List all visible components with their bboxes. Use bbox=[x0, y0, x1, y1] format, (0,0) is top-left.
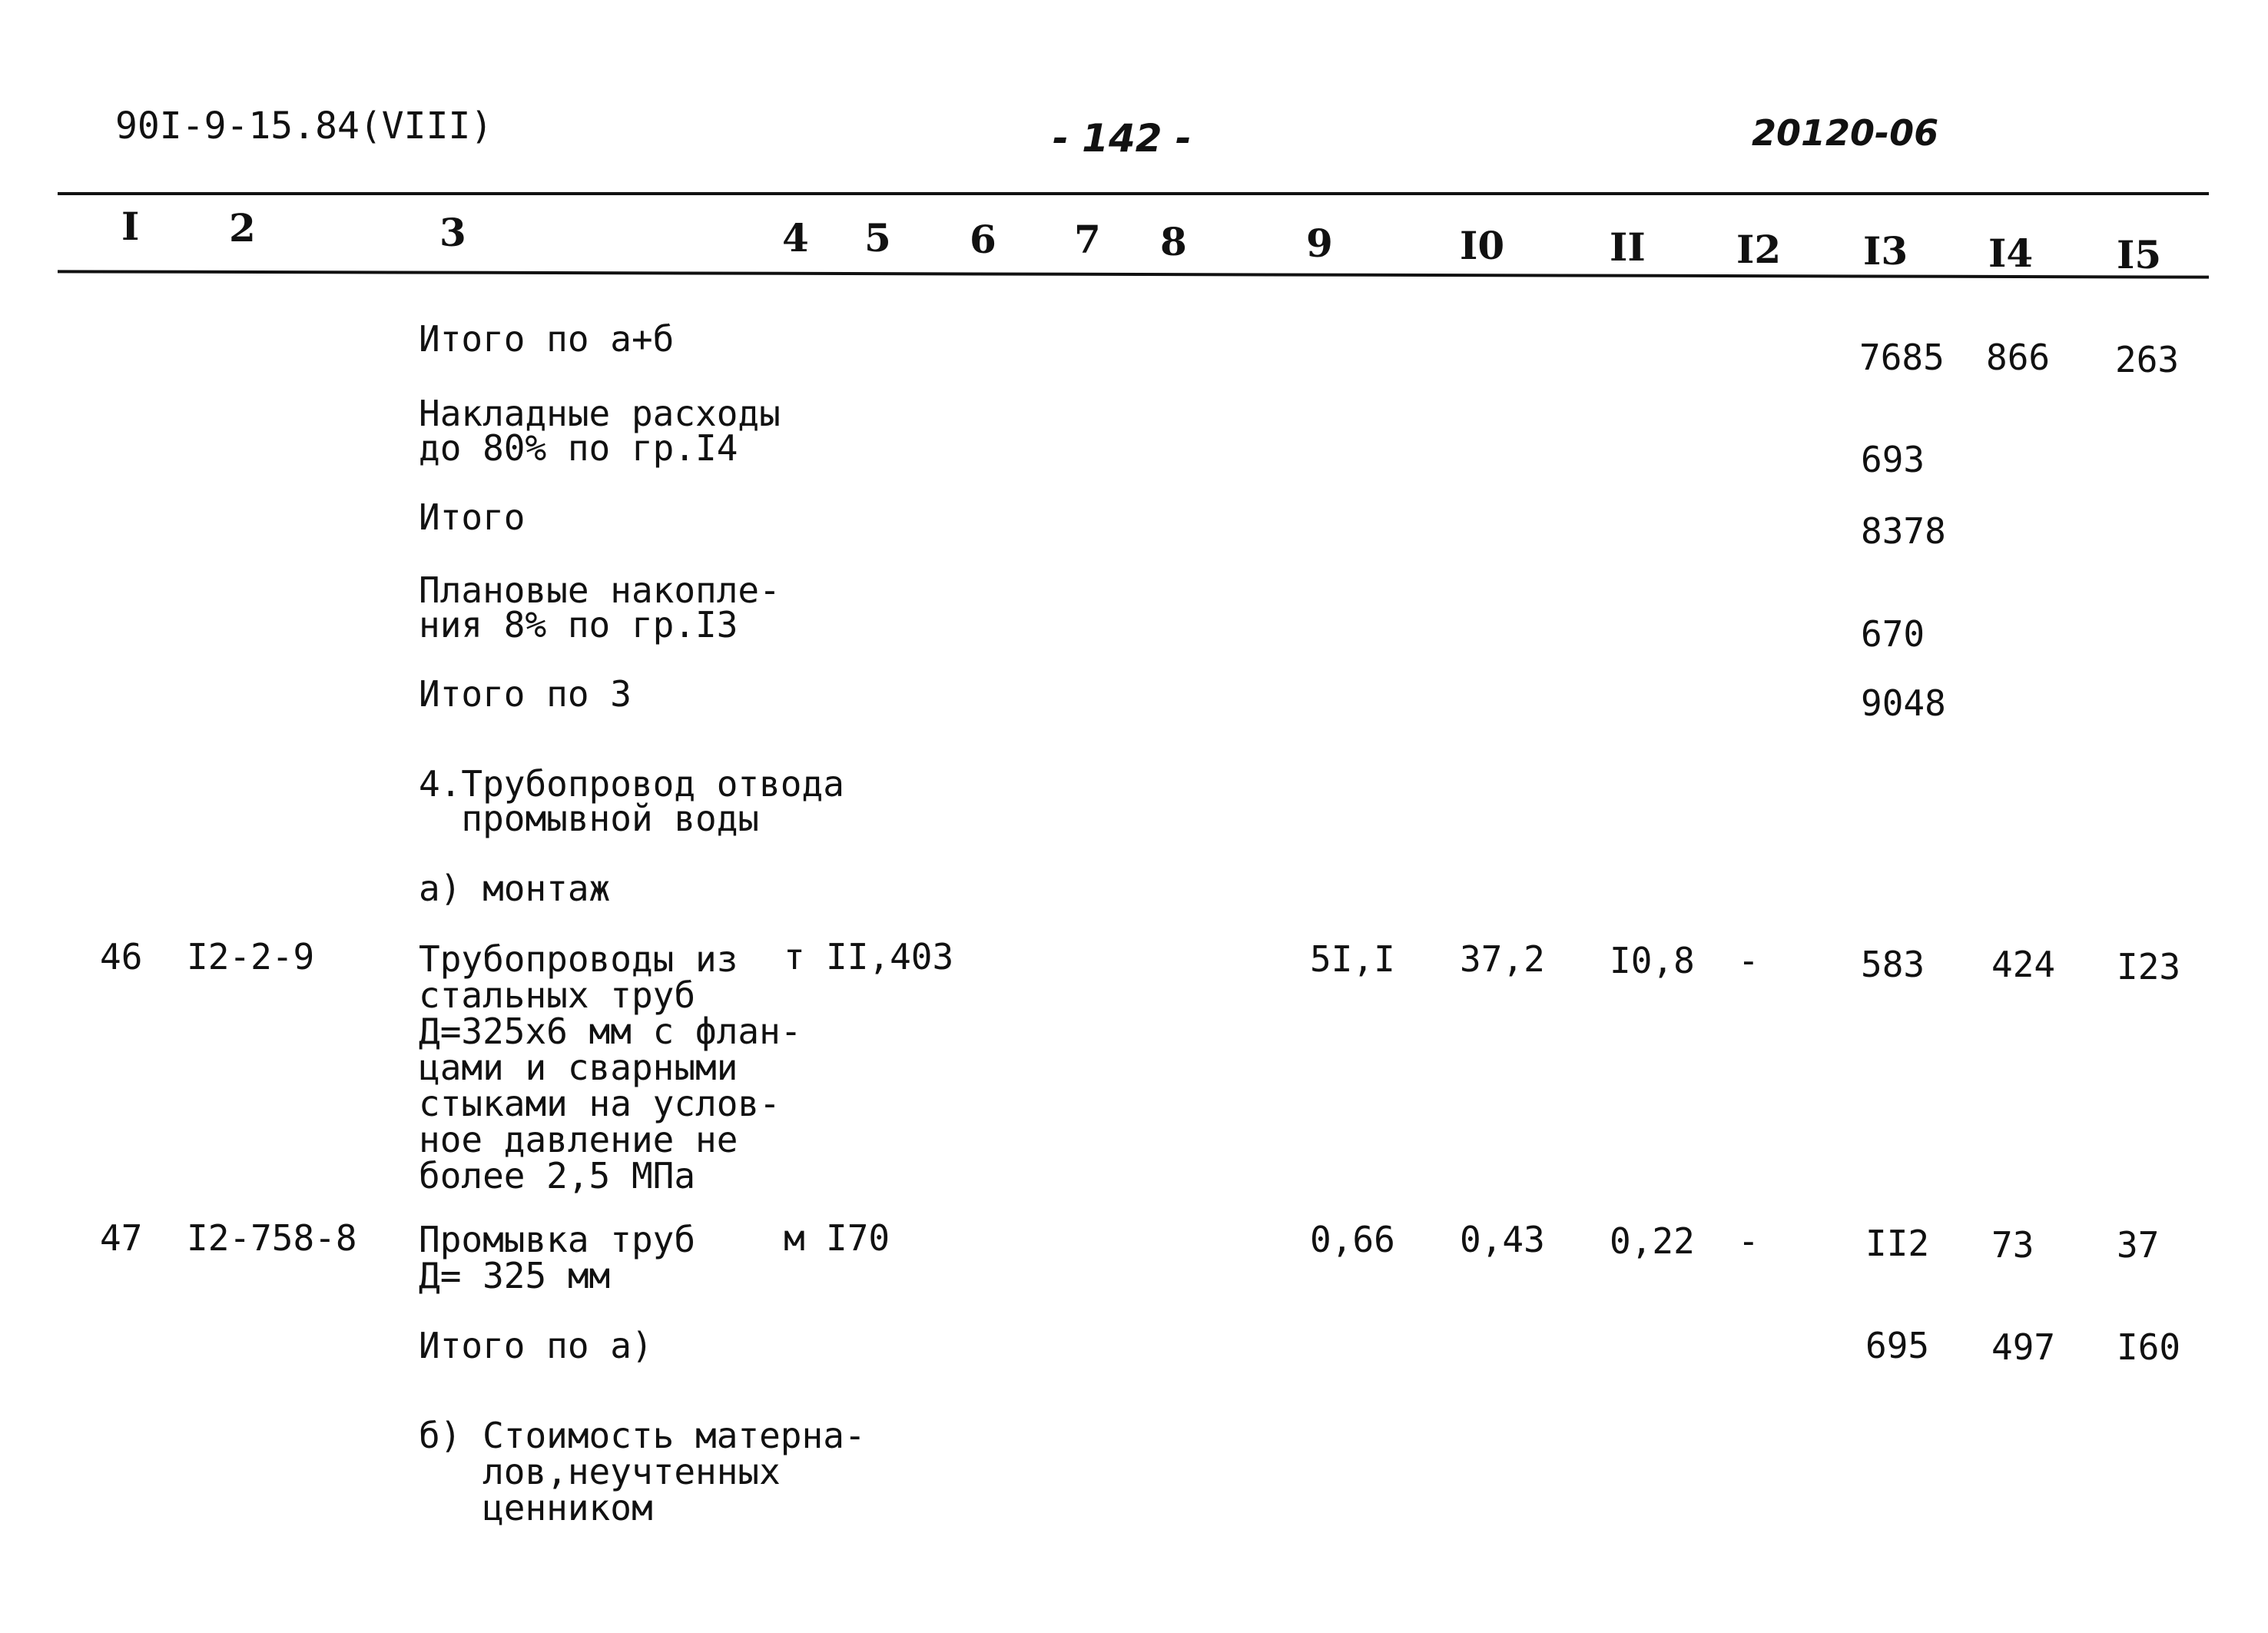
row-overhead-label-2: до 80% по гр.I4 bbox=[419, 427, 738, 469]
column-header-12: I2 bbox=[1736, 227, 1782, 272]
column-header-4: 4 bbox=[782, 215, 809, 261]
row-planned-label-1: Плановые накопле- bbox=[419, 569, 781, 611]
header-top-rule bbox=[58, 192, 2209, 195]
row-46-unit: т bbox=[784, 936, 805, 977]
row-46-number: 46 bbox=[100, 936, 143, 977]
row-total-a-c14: 497 bbox=[1991, 1326, 2056, 1368]
row-46-c12: - bbox=[1738, 940, 1759, 981]
row-47-c14: 73 bbox=[1991, 1224, 2034, 1266]
column-header-10: I0 bbox=[1460, 223, 1505, 268]
row-46-c11: I0,8 bbox=[1610, 940, 1695, 981]
row-47-c9: 0,66 bbox=[1310, 1219, 1395, 1260]
column-header-5: 5 bbox=[864, 215, 891, 261]
row-total-3-label: Итого по 3 bbox=[419, 673, 632, 715]
row-total-3-c13: 9048 bbox=[1861, 682, 1946, 724]
column-header-2: 2 bbox=[229, 205, 256, 251]
column-header-6: 6 bbox=[970, 217, 996, 262]
row-total-ab-c13: 7685 bbox=[1859, 337, 1945, 378]
row-46-code: I2-2-9 bbox=[187, 936, 315, 977]
row-total-a-c13: 695 bbox=[1865, 1325, 1930, 1366]
row-47-unit: м bbox=[784, 1217, 805, 1259]
row-total-c13: 8378 bbox=[1861, 510, 1946, 552]
column-header-13: I3 bbox=[1863, 228, 1908, 274]
row-46-c10: 37,2 bbox=[1460, 938, 1545, 980]
row-47-description: Промывка труб Д= 325 мм bbox=[419, 1219, 696, 1296]
row-47-code: I2-758-8 bbox=[187, 1217, 357, 1259]
row-total-ab-c14: 866 bbox=[1986, 337, 2051, 378]
row-total-label: Итого bbox=[419, 496, 526, 538]
row-46-quantity: II,403 bbox=[826, 936, 954, 977]
section-4-title-1: 4.Трубопровод отвода bbox=[419, 763, 844, 805]
row-total-a-label: Итого по а) bbox=[419, 1325, 653, 1366]
row-total-ab-label: Итого по а+б bbox=[419, 318, 675, 360]
column-header-14: I4 bbox=[1988, 231, 2034, 276]
column-header-9: 9 bbox=[1306, 221, 1333, 266]
row-46-c9: 5I,I bbox=[1310, 938, 1395, 980]
document-code: 90I-9-15.84(VIII) bbox=[115, 105, 493, 148]
row-47-quantity: I70 bbox=[826, 1217, 890, 1259]
subsection-b-title: б) Стоимость матерна- лов,неучтенных ценником bbox=[419, 1415, 866, 1528]
row-47-c13: II2 bbox=[1865, 1223, 1930, 1264]
row-47-c15: 37 bbox=[2117, 1224, 2160, 1266]
row-46-c14: 424 bbox=[1991, 944, 2056, 985]
row-total-a-c15: I60 bbox=[2117, 1326, 2181, 1368]
column-header-15: I5 bbox=[2117, 232, 2162, 277]
album-code: 20120-06 bbox=[1752, 112, 1939, 154]
row-46-description: Трубопроводы из стальных труб Д=325х6 мм с флан- цами и сварными стыками на услов- ное давление не более 2,5 МПа bbox=[419, 938, 802, 1197]
section-4-title-2: промывной воды bbox=[419, 798, 760, 839]
row-overhead-c13: 693 bbox=[1861, 439, 1925, 480]
row-planned-label-2: ния 8% по гр.I3 bbox=[419, 604, 738, 646]
row-46-c13: 583 bbox=[1861, 944, 1925, 985]
column-header-7: 7 bbox=[1074, 217, 1101, 262]
row-overhead-label-1: Накладные расходы bbox=[419, 393, 781, 434]
subsection-a-title: а) монтаж bbox=[419, 868, 611, 909]
page-number: - 142 - bbox=[1053, 116, 1192, 161]
column-header-3: 3 bbox=[439, 210, 466, 255]
row-47-c12: - bbox=[1738, 1220, 1759, 1262]
row-47-number: 47 bbox=[100, 1217, 143, 1259]
column-header-8: 8 bbox=[1160, 219, 1187, 264]
column-header-1: I bbox=[121, 204, 140, 249]
row-47-c11: 0,22 bbox=[1610, 1220, 1695, 1262]
column-header-11: II bbox=[1610, 224, 1646, 270]
row-planned-c13: 670 bbox=[1861, 613, 1925, 655]
row-47-c10: 0,43 bbox=[1460, 1219, 1545, 1260]
row-46-c15: I23 bbox=[2117, 946, 2181, 987]
row-total-ab-c15: 263 bbox=[2115, 339, 2180, 380]
